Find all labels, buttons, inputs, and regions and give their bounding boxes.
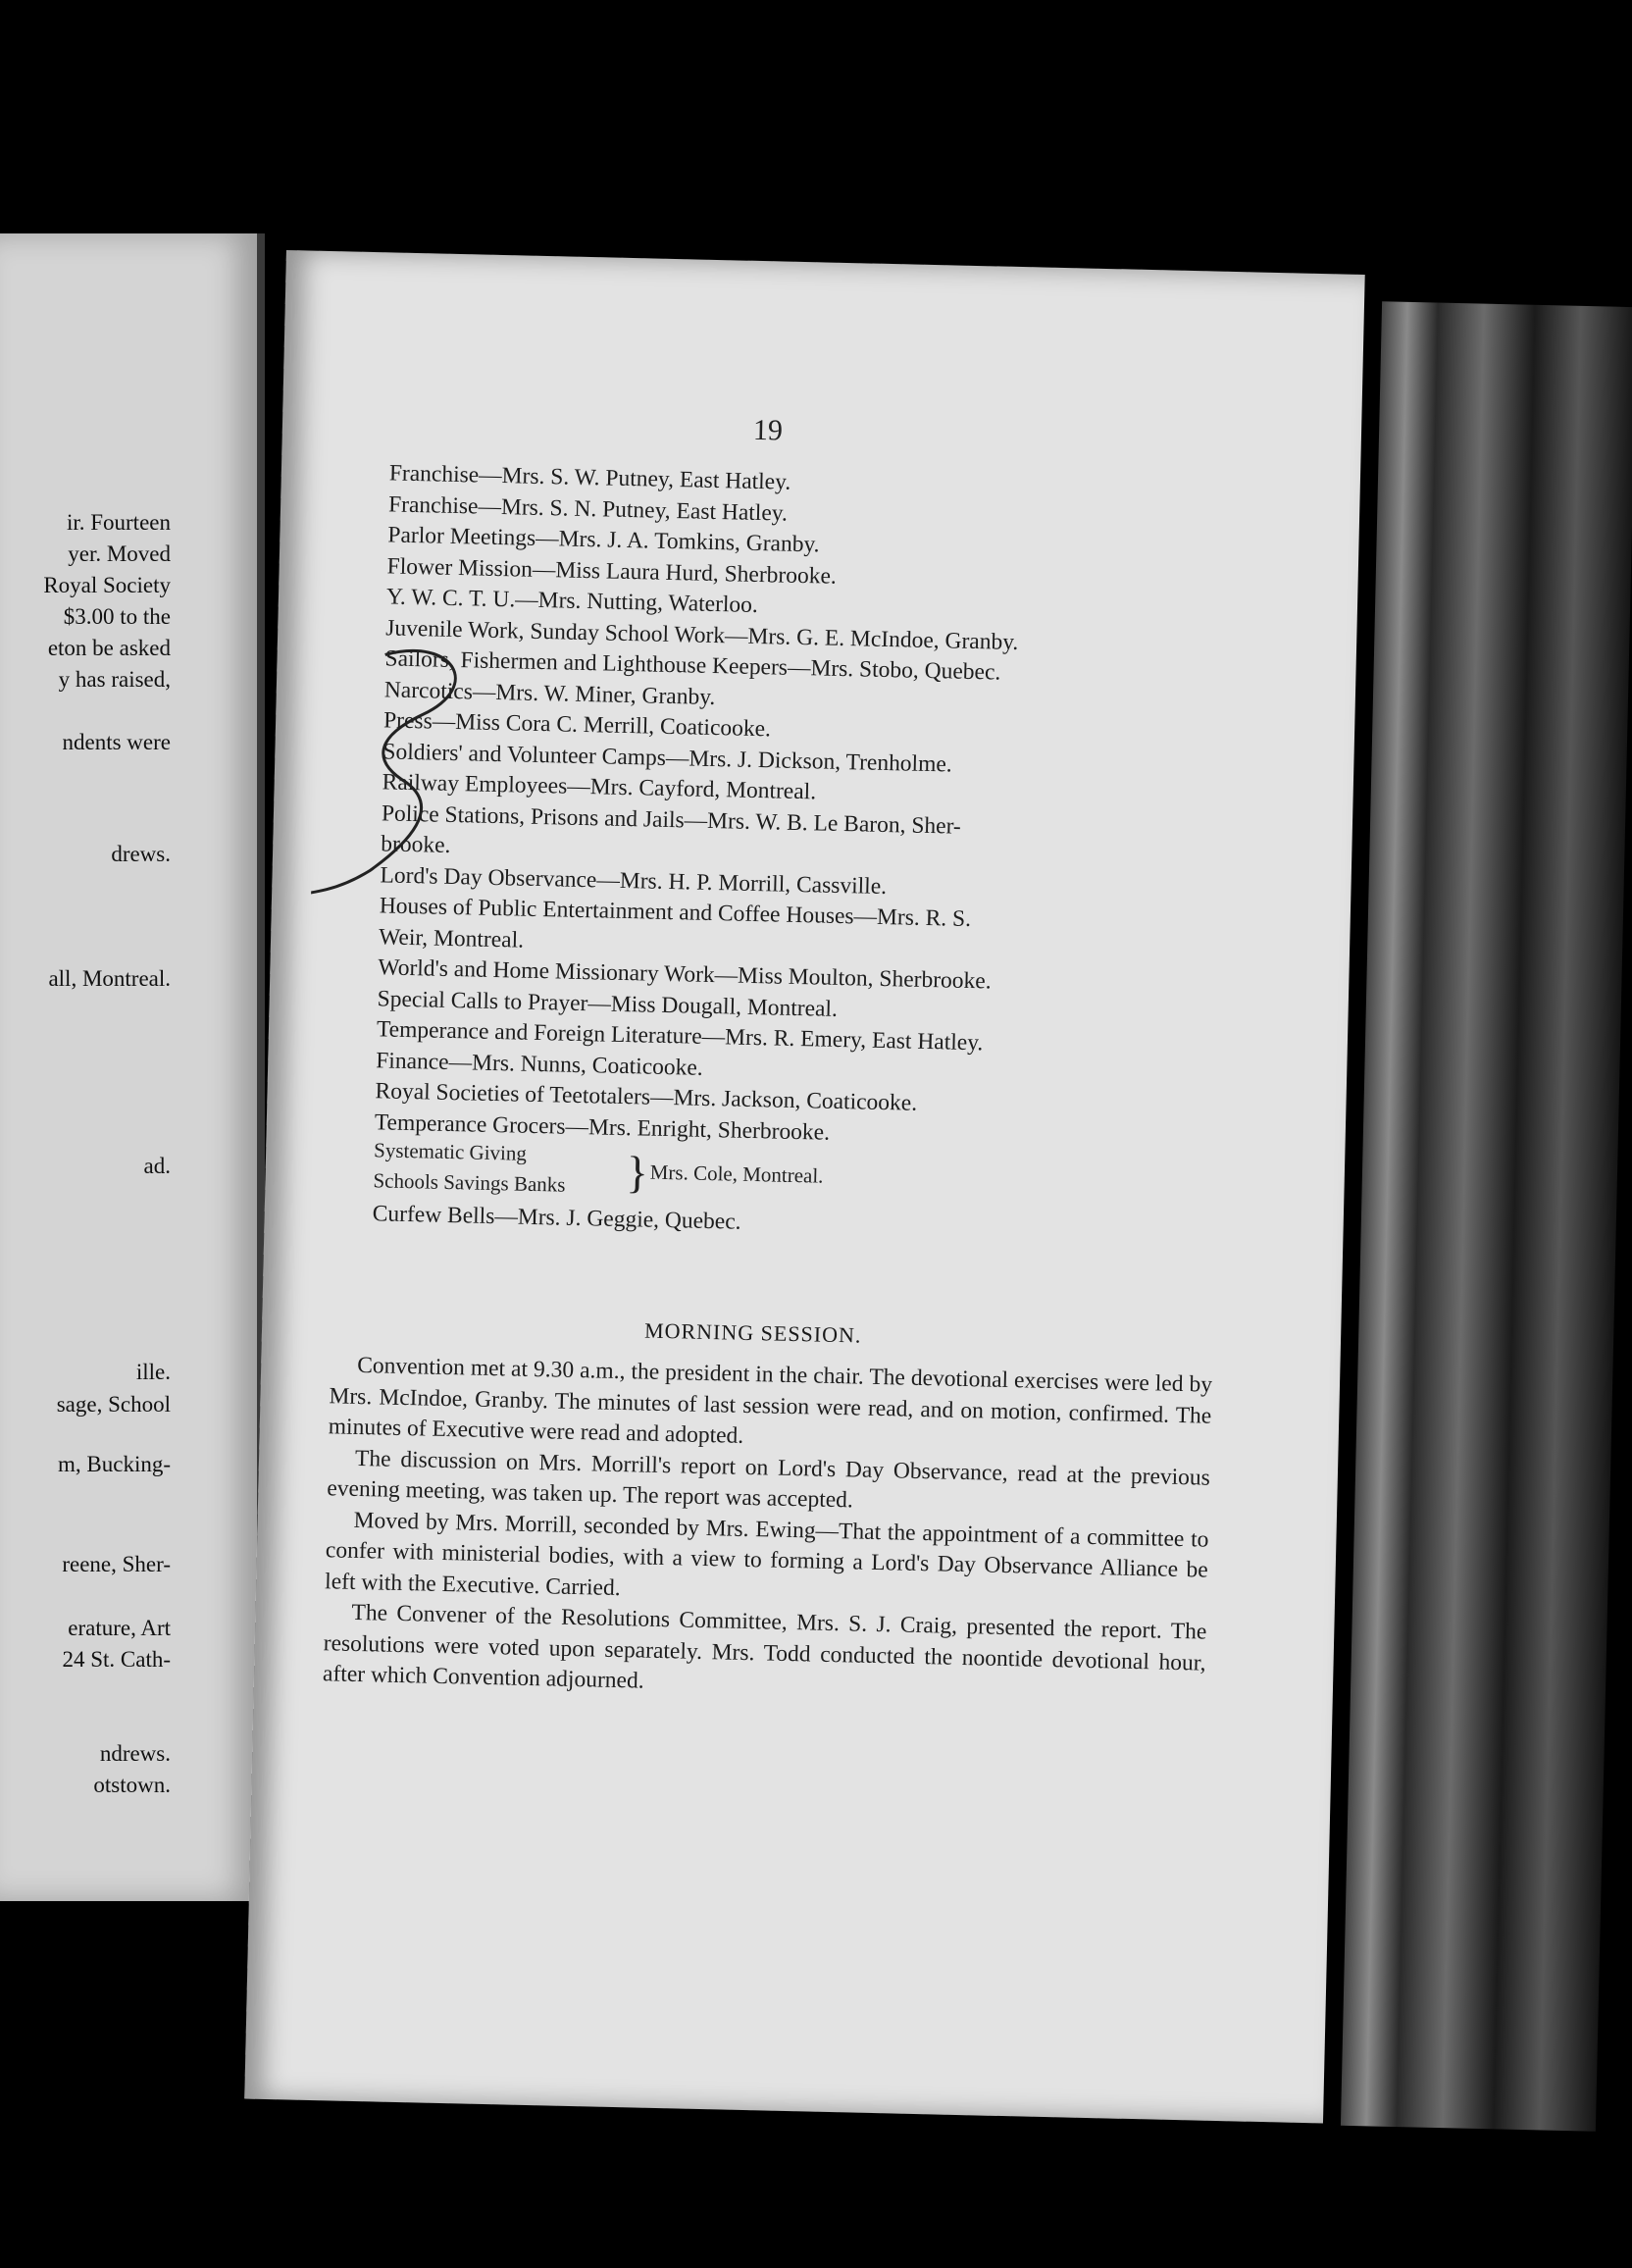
left-page-line: y has raised,	[58, 667, 171, 692]
superintendent-item: Houses of Public Entertainment and Coffee Houses—Mrs. R. S.	[379, 893, 972, 933]
superintendent-item: Y. W. C. T. U.—Mrs. Nutting, Waterloo.	[385, 584, 759, 618]
superintendent-item: Lord's Day Observance—Mrs. H. P. Morrill, Cassville.	[380, 861, 888, 900]
superintendent-item: Royal Societies of Teetotalers—Mrs. Jackson, Coaticooke.	[375, 1078, 918, 1116]
superintendent-item: Press—Miss Cora C. Merrill, Coaticooke.	[382, 707, 772, 743]
left-page	[0, 233, 265, 1901]
superintendent-item: Weir, Montreal.	[378, 923, 525, 954]
session-paragraph: Moved by Mrs. Morrill, seconded by Mrs. Ewing—That the appointment of a committee to confer with ministerial bodies, with a view to forming a Lord's Day Observance Alliance be left with the Executive. Carried.	[324, 1507, 1209, 1601]
left-page-line: ndrews.	[99, 1741, 171, 1766]
brace-line-2: Schools Savings Banks	[373, 1168, 566, 1197]
superintendent-item: Special Calls to Prayer—Miss Dougall, Montreal.	[377, 985, 839, 1022]
right-page	[244, 250, 1364, 2123]
superintendent-item: Temperance and Foreign Literature—Mrs. R. Emery, East Hatley.	[376, 1016, 984, 1057]
left-page-line: m, Bucking-	[58, 1452, 171, 1476]
superintendent-item: Flower Mission—Miss Laura Hurd, Sherbrooke.	[386, 552, 838, 590]
superintendent-item: World's and Home Missionary Work—Miss Moulton, Sherbrooke.	[378, 954, 992, 995]
left-page-line: eton be asked	[47, 636, 171, 660]
superintendent-item: Sailors, Fishermen and Lighthouse Keepers—Mrs. Stobo, Quebec.	[384, 645, 1001, 686]
session-body	[323, 1350, 1213, 1710]
superintendent-item: Franchise—Mrs. S. W. Putney, East Hatley.	[388, 460, 791, 495]
superintendent-item: Soldiers' and Volunteer Camps—Mrs. J. Dickson, Trenholme.	[382, 738, 953, 778]
session-paragraph: The Convener of the Resolutions Committee, Mrs. S. J. Craig, presented the report. The resolutions were voted upon separately. Mrs. Todd conducted the noontide devotional hour, after which Convention adjourned.	[322, 1599, 1207, 1694]
left-page-line: all, Montreal.	[48, 966, 171, 991]
handwritten-mark	[310, 644, 552, 943]
left-page-line: ille.	[135, 1360, 171, 1384]
superintendent-item: Franchise—Mrs. S. N. Putney, East Hatley.	[387, 490, 789, 527]
left-page-line: otstown.	[93, 1773, 171, 1797]
superintendent-item: Curfew Bells—Mrs. J. Geggie, Quebec.	[372, 1201, 741, 1235]
superintendent-item: Narcotics—Mrs. W. Miner, Granby.	[383, 676, 716, 710]
left-page-line: yer. Moved	[68, 541, 171, 566]
superintendent-item: Juvenile Work, Sunday School Work—Mrs. G. E. McIndoe, Granby.	[384, 614, 1019, 655]
left-page-line: erature, Art	[68, 1616, 171, 1640]
book-edge	[1341, 301, 1632, 2131]
left-page-line: drews.	[111, 842, 171, 866]
brace-line-1: Systematic Giving	[373, 1138, 528, 1165]
page-number: 19	[752, 413, 784, 447]
session-paragraph: Convention met at 9.30 a.m., the president in the chair. The devotional exercises were led by Mrs. McIndoe, Granby. The minutes of last session were read, and on motion, confirmed. The minutes of Executive were read and adopted.	[328, 1352, 1213, 1449]
left-page-line: ad.	[143, 1154, 171, 1178]
left-page-line: ir. Fourteen	[66, 510, 171, 535]
section-heading: MORNING SESSION.	[643, 1317, 862, 1348]
session-paragraph: The discussion on Mrs. Morrill's report on Lord's Day Observance, read at the previous evening meeting, was taken up. The report was accepted.	[327, 1445, 1211, 1514]
left-page-line: reene, Sher-	[62, 1552, 171, 1576]
left-page-line: ndents were	[62, 730, 171, 754]
superintendent-item: Railway Employees—Mrs. Cayford, Montreal.	[382, 769, 817, 805]
superintendent-item: brooke.	[380, 831, 451, 858]
superintendent-item: Finance—Mrs. Nunns, Coaticooke.	[375, 1047, 704, 1081]
superintendent-item: Temperance Grocers—Mrs. Enright, Sherbrooke.	[374, 1108, 831, 1146]
superintendent-item: Parlor Meetings—Mrs. J. A. Tomkins, Granby.	[387, 522, 820, 558]
left-page-line: Royal Society	[43, 573, 171, 597]
left-page-line: 24 St. Cath-	[62, 1647, 171, 1672]
left-page-line: $3.00 to the	[63, 604, 171, 629]
brace-person: Mrs. Cole, Montreal.	[649, 1160, 824, 1188]
superintendent-item: Police Stations, Prisons and Jails—Mrs. W. B. Le Baron, Sher-	[381, 799, 962, 840]
left-page-line: sage, School	[56, 1392, 171, 1417]
brace-symbol: }	[626, 1147, 649, 1198]
